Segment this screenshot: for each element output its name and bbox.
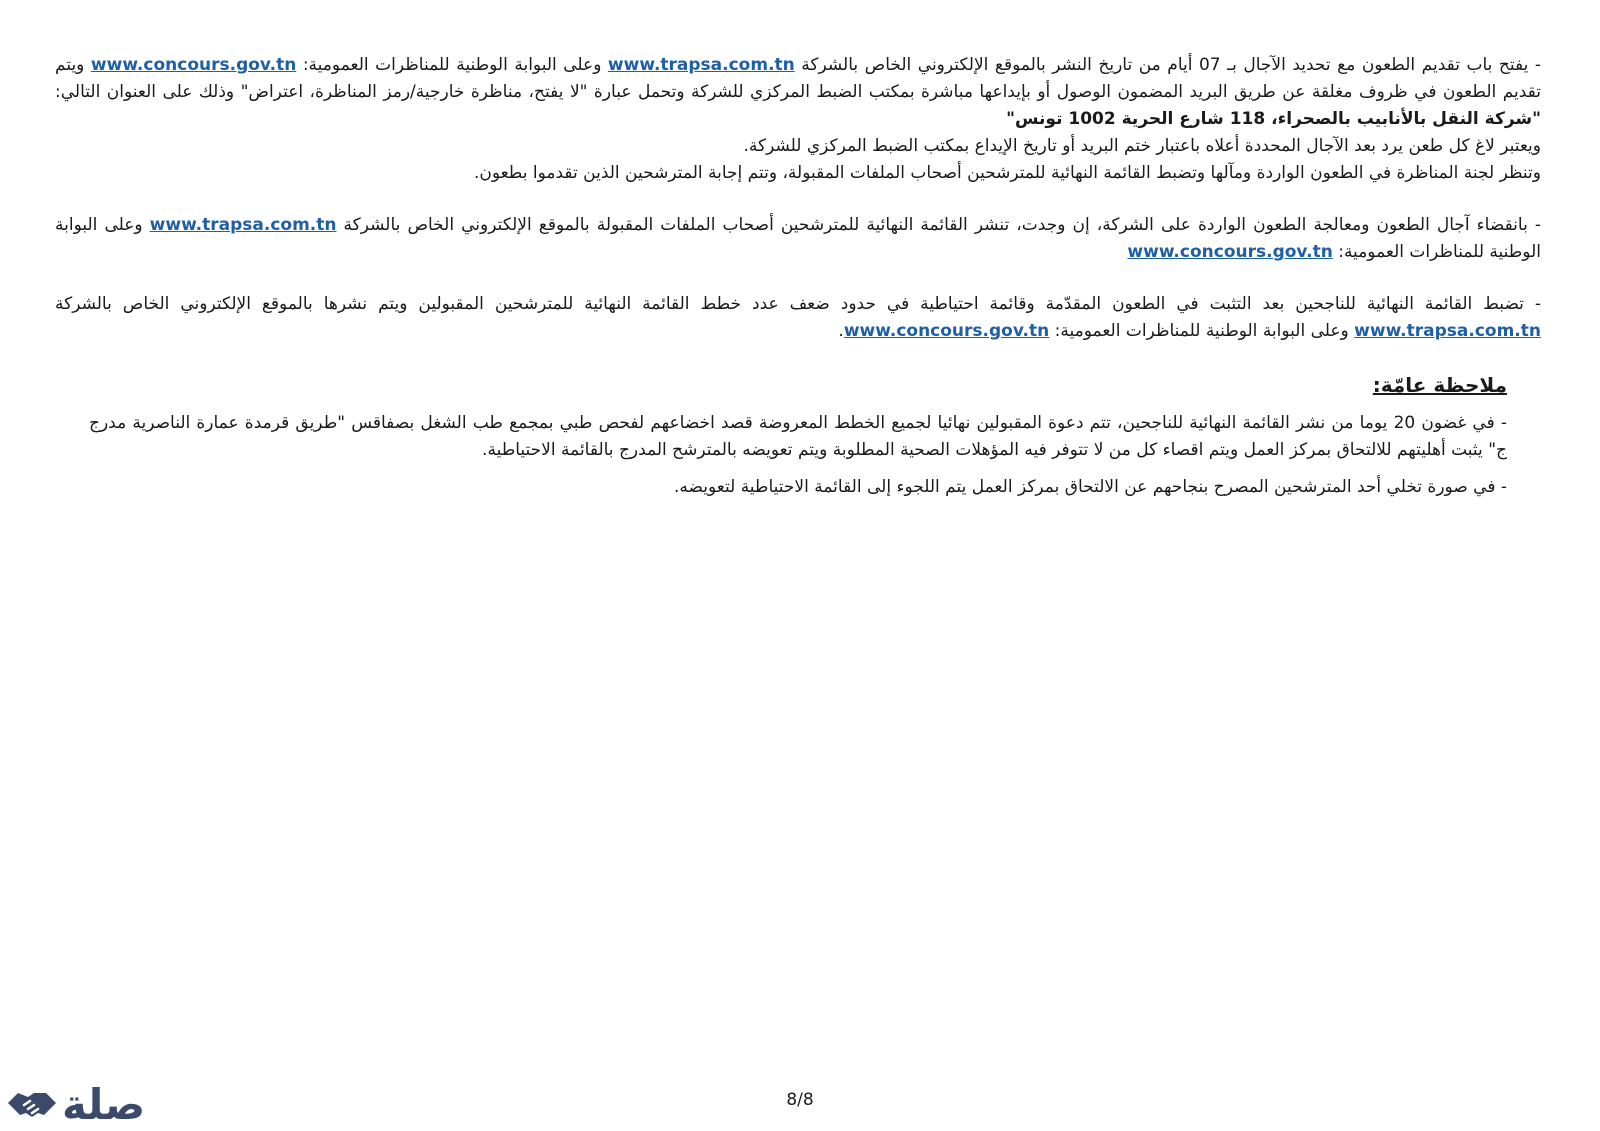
paragraph-final-list: [55, 212, 1541, 266]
paragraph-objections: [55, 52, 1541, 133]
text: وعلى البوابة الوطنية للمناظرات العمومية:: [296, 55, 608, 75]
concours-link[interactable]: www.concours.gov.tn: [90, 55, 297, 75]
trapsa-link[interactable]: www.trapsa.com.tn: [1354, 321, 1541, 341]
document-body: [55, 52, 1541, 501]
text: .: [838, 321, 844, 341]
text: وعلى البوابة الوطنية للمناظرات العمومية:: [1049, 321, 1355, 341]
handshake-icon: [4, 1083, 60, 1127]
text: وعلى البوابة الوطنية للمناظرات العمومية:: [55, 215, 1541, 262]
page-number: 8/8: [786, 1090, 814, 1110]
concours-link[interactable]: www.concours.gov.tn: [843, 321, 1050, 341]
logo-text: صلة: [62, 1080, 146, 1129]
paragraph-void-objections: ويعتبر لاغ كل طعن يرد بعد الآجال المحددة أعلاه باعتبار ختم البريد أو تاريخ الإيداع بمكتب الضبط المركزي للشركة.: [743, 136, 1541, 156]
text: ويتم تقديم الطعون في ظروف مغلقة عن طريق البريد المضمون الوصول أو بإيداعها مباشرة بمكتب الضبط المركزي للشركة وتحمل عبارة "لا يفتح، مناظرة خارجية/رمز المناظرة، اعتراض" وذلك على العنوان التالي:: [55, 55, 1541, 102]
site-logo[interactable]: [4, 1080, 164, 1129]
text: - بانقضاء آجال الطعون ومعالجة الطعون الواردة على الشركة، إن وجدت، تنشر القائمة النهائية للمترشحين أصحاب الملفات المقبولة بالموقع الإلكتروني الخاص بالشركة: [336, 215, 1542, 235]
company-address: "شركة النقل بالأنابيب بالصحراء، 118 شارع الحرية 1002 تونس": [1006, 109, 1541, 129]
note-title: ملاحظة عامّة:: [1372, 373, 1507, 397]
note-item-medical: - في غضون 20 يوما من نشر القائمة النهائية للناجحين، تتم دعوة المقبولين نهائيا لجميع الخطط المعروضة قصد اخضاعهم لفحص طبي بمجمع طب الشغل بصفاقس "طريق قرمدة عمارة الناصرية مدرج ج" يثبت أهليتهم للالتحاق بمركز العمل ويتم اقصاء كل من لا تتوفر فيه المؤهلات الصحية المطلوبة ويتم تعويضه بالمترشح المدرج بالقائمة الاحتياطية.: [89, 413, 1508, 460]
text: - تضبط القائمة النهائية للناجحين بعد التثبت في الطعون المقدّمة وقائمة احتياطية في حدود ضعف عدد خطط القائمة النهائية للمترشحين المقبولين ويتم نشرها بالموقع الإلكتروني الخاص بالشركة: [55, 294, 1541, 314]
paragraph-winners-list: [55, 291, 1541, 345]
trapsa-link[interactable]: www.trapsa.com.tn: [149, 215, 337, 235]
concours-link[interactable]: www.concours.gov.tn: [1127, 242, 1333, 262]
text: - يفتح باب تقديم الطعون مع تحديد الآجال بـ 07 أيام من تاريخ النشر بالموقع الإلكتروني الخاص بالشركة: [794, 55, 1541, 75]
note-item-withdrawal: - في صورة تخلي أحد المترشحين المصرح بنجاحهم عن الالتحاق بمركز العمل يتم اللجوء إلى القائمة الاحتياطية لتعويضه.: [674, 477, 1507, 497]
trapsa-link[interactable]: www.trapsa.com.tn: [607, 55, 795, 75]
paragraph-committee: وتنظر لجنة المناظرة في الطعون الواردة ومآلها وتضبط القائمة النهائية للمترشحين أصحاب الملفات المقبولة، وتتم إجابة المترشحين الذين تقدموا بطعون.: [473, 163, 1541, 183]
